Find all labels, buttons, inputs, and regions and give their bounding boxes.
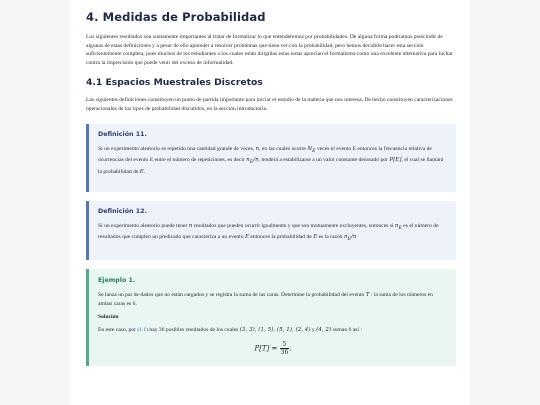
equation-fraction [280, 341, 290, 356]
document-page [70, 0, 470, 405]
definition-12-box [86, 201, 456, 260]
def12-text-3: es el número de resultados que cumplen un predicado que caracteriza a un evento [98, 222, 439, 241]
solution-text-a: En este caso, por [98, 327, 138, 334]
def11-math-N: N [307, 145, 313, 152]
example-statement-b: : la suma de los números en ambas caras es 6. [98, 291, 433, 307]
def11-math-NE [307, 146, 315, 152]
solution-label: Solución [98, 314, 119, 321]
def11-math-PE: P[E] [389, 157, 402, 164]
def12-text-5: es la razón [317, 234, 344, 241]
def11-text-4: , tenderá a estabilizarse a un valor constante denotado por [258, 157, 390, 164]
document-content [86, 10, 456, 375]
equation-reference-link[interactable]: (1.1) [137, 327, 149, 334]
def11-math-n: n [255, 145, 260, 152]
def12-text-2: resultados que pueden ocurrir igualmente y que son mutuamente excluyentes, entonces si [192, 222, 395, 229]
def11-text-3: veces el evento E entonces la frecuencia relativa de ocurrencias del evento E entre el número de repeticiones, es decir [98, 145, 432, 164]
solution-math-pairs: (3, 3), (1, 5), (5, 1), (2, 4) [239, 327, 311, 334]
fraction-numerator: 5 [280, 341, 290, 349]
def11-math-over-n: /n [253, 157, 259, 164]
def12-math-ratio-sub: E [347, 237, 352, 243]
def12-math-nE-base: n [394, 222, 399, 229]
def12-math-ratio-over: /n [351, 234, 357, 241]
def11-text-2: , en las cuales ocurre [259, 145, 308, 152]
def12-math-nE-sub: E [398, 225, 402, 231]
def12-math-E1: E [244, 234, 250, 241]
def11-math-ratio [246, 157, 259, 166]
definition-11-box [86, 124, 456, 192]
equation-period: . [289, 344, 292, 353]
example-math-T: T [365, 291, 370, 298]
example-1-box [86, 269, 456, 366]
def12-text-4: entonces la probabilidad de [249, 234, 314, 241]
solution-text [98, 326, 448, 335]
solution-text-d: suman 6 así : [331, 327, 362, 334]
section-intro: Los siguientes resultados son sumamente importantes al tratar de formalizar lo que entenderemos por probabilidades. De alguna forma podríamos prescindir de algunas de estas definiciones y a pesar de ello aprender a resolver problemas que tiene ver con la probabilidad, pero hemos decidido hacer esta sección suficientemente completa, pues muchos de los estudiantes a los cuales están dirigidas estas notas aprecian el formalismo como una excelente alternativa para luchar contra la imprecisión que puede venir del exceso de informalidad. [86, 34, 453, 66]
solution-text-c: y [310, 327, 317, 334]
subsection-intro: Las siguientes definiciones constituyen un punto de partida importante para iniciar el estudio de la materia que nos interesa. De hecho constituyen caracterizaciones operacionales de los tipos de probabilidad discutidos, en la sección introductoria. [86, 97, 453, 112]
def12-math-nE [395, 223, 402, 229]
solution-text-b: hay 36 posibles resultados de los cuales [148, 327, 240, 334]
def12-math-ratio [344, 234, 357, 243]
equation-lhs: P[T] = [254, 344, 280, 353]
def11-text-1: Si un experimento aleatorio es repetido una cantidad grande de veces, [98, 145, 256, 152]
probability-equation [98, 341, 448, 356]
definition-11-title: Definición 11. [98, 130, 147, 138]
subsection-title: 4.1 Espacios Muestrales Discretos [86, 77, 263, 89]
example-1-statement [98, 291, 448, 308]
example-1-title: Ejemplo 1. [98, 276, 136, 284]
def11-math-E: E [139, 168, 144, 175]
solution-math-last-pair: (4, 2) [316, 327, 332, 334]
def12-math-E2: E [313, 234, 318, 241]
def11-text-6: . [143, 168, 146, 175]
def12-math-ratio-n: n [344, 234, 348, 241]
def12-text-1: Si un experimento aleatorio puede tener [98, 222, 189, 229]
fraction-denominator: 36 [280, 348, 289, 356]
def11-math-nE: n [246, 157, 250, 164]
def11-math-N-sub: E [312, 148, 316, 154]
def11-math-nE-sub: E [249, 160, 254, 166]
def11-text-5: , el cual se llamará la probabilidad de [98, 157, 444, 175]
definition-12-title: Definición 12. [98, 207, 147, 215]
section-title: 4. Medidas de Probabilidad [86, 10, 266, 24]
def12-math-n: n [188, 222, 193, 229]
definition-11-text [98, 145, 448, 177]
definition-12-text [98, 222, 448, 245]
example-statement-a: Se lanza un par de dados que no están cargados y se registra la suma de las caras. Determine la probabilidad del evento [98, 291, 366, 298]
